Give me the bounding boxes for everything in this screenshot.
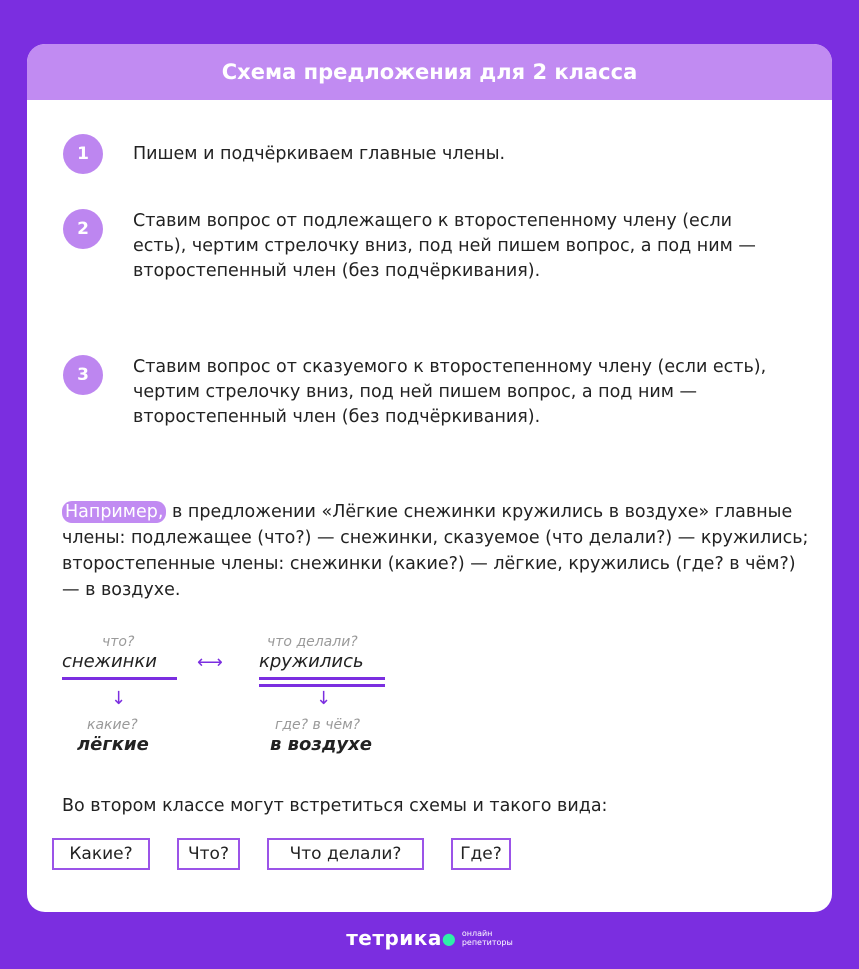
content-card (27, 44, 832, 912)
example-text: в предложении «Лёгкие снежинки кружились в воздухе» главные члены: подлежащее (что?) — снежинки, сказуемое (что делали?) — кружились; второстепенные члены: снежинки (какие?) — лёгкие, кружились (где? в чём?) — в воздухе. (62, 502, 809, 600)
attr-word: лёгкие (77, 734, 149, 755)
step-text: Ставим вопрос от подлежащего к второстепенному члену (если есть), чертим стрелочку вниз, под ней пишем вопрос, а под ним — второстепенный член (без подчёркивания). (133, 211, 756, 281)
down-arrow-icon: ↓ (111, 688, 127, 709)
brand-name: тетрика (346, 926, 442, 950)
step-number: 2 (63, 209, 103, 249)
subject-underline (62, 677, 177, 680)
predicate-word: кружились (259, 651, 364, 672)
footer-logo (0, 926, 859, 950)
page-title: Схема предложения для 2 класса (27, 44, 832, 100)
step-2 (63, 209, 773, 284)
subject-question: что? (102, 634, 135, 650)
question-box: Какие? (52, 838, 150, 870)
step-text: Ставим вопрос от сказуемого к второстепенному члену (если есть), чертим стрелочку вниз, под ней пишем вопрос, а под ним — второстепенный член (без подчёркивания). (133, 357, 767, 427)
step-number: 3 (63, 355, 103, 395)
step-1 (63, 134, 773, 174)
step-number: 1 (63, 134, 103, 174)
note-text: Во втором классе могут встретиться схемы и такого вида: (62, 796, 608, 816)
step-3 (63, 355, 773, 430)
brand-tagline: онлайн репетиторы (461, 929, 513, 947)
question-box: Где? (451, 838, 511, 870)
predicate-question: что делали? (267, 634, 358, 650)
link-arrow-icon: ⟷ (197, 652, 223, 673)
example-highlight: Например, (62, 501, 166, 523)
predicate-underline-top (259, 677, 385, 680)
subject-word: снежинки (62, 651, 157, 672)
example-paragraph (62, 499, 812, 603)
logo-dot-icon: ● (441, 928, 456, 948)
question-box: Что делали? (267, 838, 424, 870)
down-arrow-icon: ↓ (316, 688, 332, 709)
adv-question: где? в чём? (275, 717, 361, 733)
question-box: Что? (177, 838, 240, 870)
adv-word: в воздухе (270, 734, 372, 755)
attr-question: какие? (87, 717, 138, 733)
step-text: Пишем и подчёркиваем главные члены. (133, 144, 506, 164)
predicate-underline-bottom (259, 684, 385, 687)
